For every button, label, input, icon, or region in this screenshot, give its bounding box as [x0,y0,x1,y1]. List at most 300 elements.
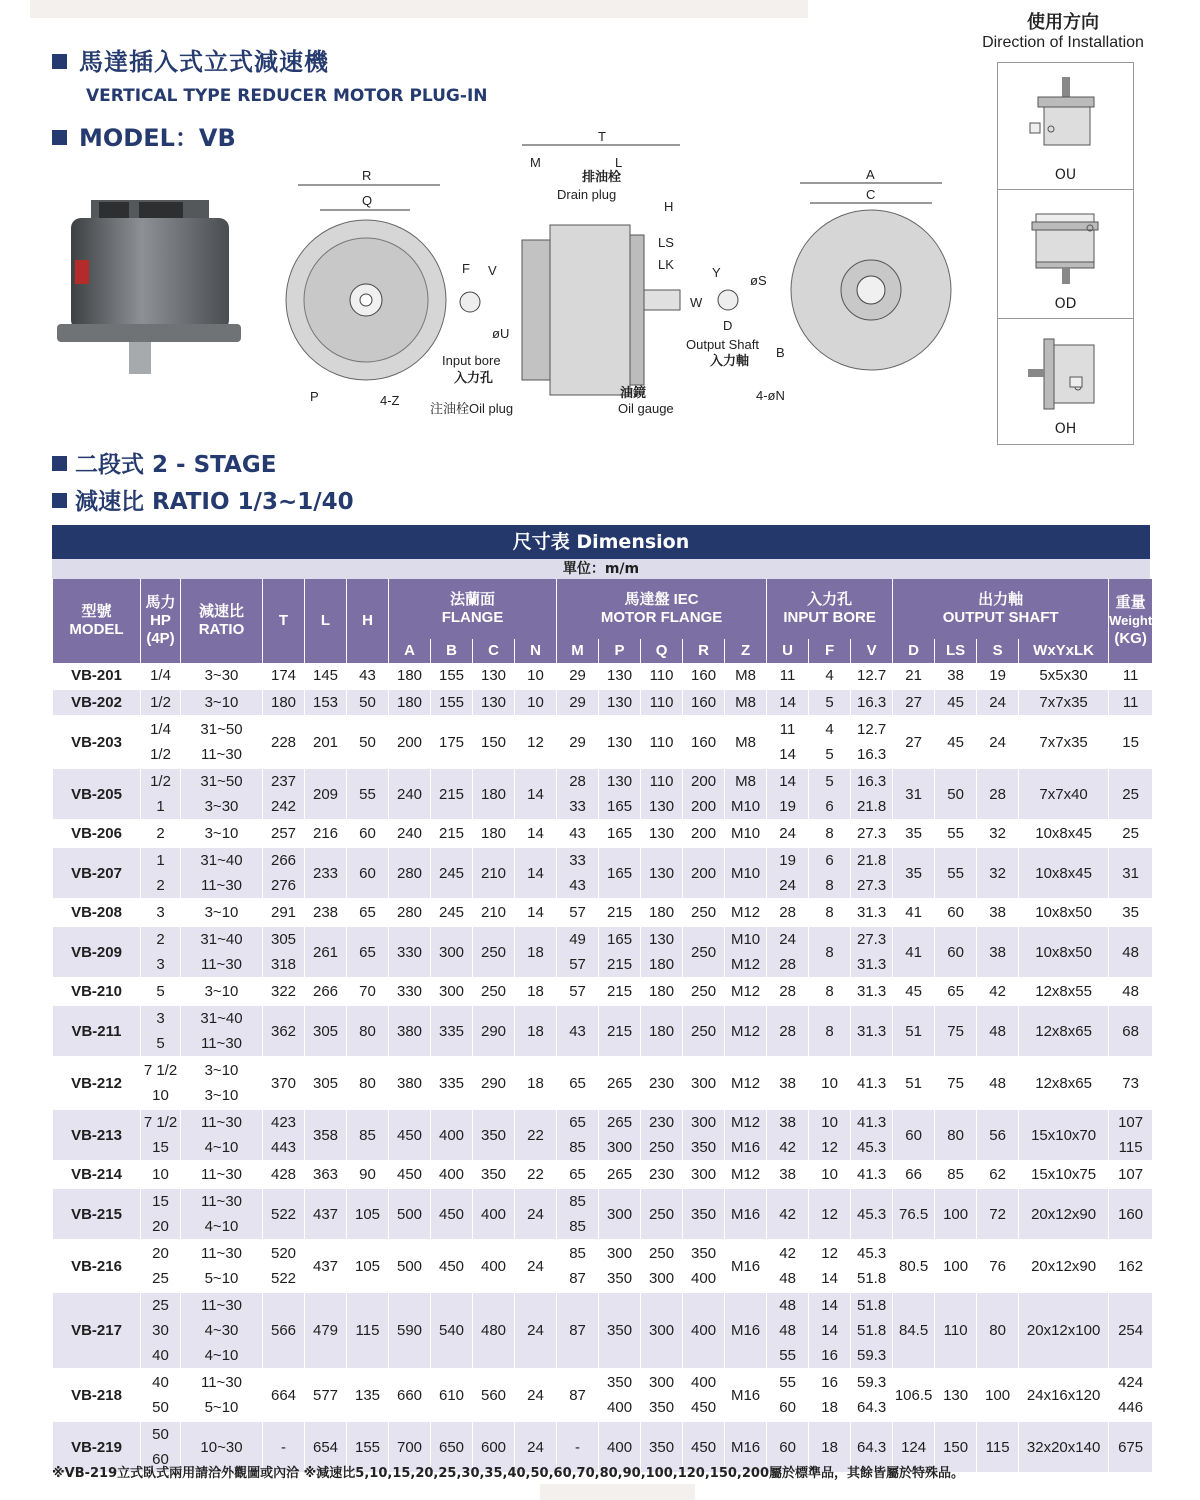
cell-s [977,1421,1019,1473]
cell-line: 45.3 [856,1139,887,1156]
label-S: øS [750,273,767,288]
top-strip [30,0,808,18]
cell-line: 8 [825,983,834,1000]
cell-kg [1109,689,1153,716]
cell-hp [141,1005,181,1057]
cell-line: 11~30 [200,1374,242,1391]
cell-model: VB-203 [53,716,141,768]
cell-line: 124 [901,1438,927,1456]
cell-v [851,1057,893,1109]
cell-line: 24 [527,1205,544,1223]
subcol-r: R [683,639,725,663]
stage-heading: 二段式 2 - STAGE [52,446,276,479]
cell-line: 261 [312,943,339,961]
cell-line: 577 [312,1386,339,1404]
cell-model: VB-217 [53,1292,141,1369]
cell-hp [141,1188,181,1240]
cell-model: VB-214 [53,1161,141,1188]
label-M: M [530,155,541,170]
cell-line: 363 [312,1166,339,1183]
cell-line: 24 [989,694,1006,711]
cell-line: 12x8x65 [1035,1074,1092,1092]
cell-line: 165 [607,864,633,882]
cell-line: 10x8x45 [1035,825,1092,842]
cell-t [263,1109,305,1161]
cell-c [473,1188,515,1240]
cell-v [851,768,893,820]
cell-line: 428 [270,1166,297,1183]
cell-line: 250 [649,1139,675,1156]
cell-p [599,1057,641,1109]
cell-line: 7x7x40 [1039,785,1088,803]
cell-u [767,663,809,689]
cell-line: M8 [735,667,756,684]
subcol-c: C [473,639,515,663]
cell-line: 64.3 [856,1438,887,1456]
cell-m [557,1188,599,1240]
cell-a [389,926,431,978]
cell-line: 230 [649,1114,675,1131]
cell-hp [141,1369,181,1421]
cell-n [515,1292,557,1369]
cell-line: 12.7 [856,721,887,738]
cell-n [515,1161,557,1188]
cell-hp [141,663,181,689]
cell-line: 5~10 [204,1399,239,1416]
cell-f [809,1057,851,1109]
cell-line: 180 [649,983,675,1000]
cell-hp [141,847,181,899]
cell-line: 110 [649,773,674,790]
cell-d [893,768,935,820]
cell-ratio [181,689,263,716]
cell-line: 250 [691,943,717,961]
cell-ls [935,1369,977,1421]
cell-wylk [1019,1161,1109,1188]
cell-r [683,1109,725,1161]
cell-line: 11 [1122,694,1139,711]
cell-l [305,978,347,1005]
col-model: 型號 MODEL [53,579,141,663]
cell-z [725,1240,767,1292]
cell-line: 45.3 [856,1245,887,1262]
cell-line: 200 [396,733,423,751]
cell-line: 24 [527,1257,544,1275]
cell-l [305,1240,347,1292]
cell-line: 245 [438,864,465,882]
cell-line: 110 [649,733,674,751]
cell-b [431,1161,473,1188]
col-motor-flange: 馬達盤 IEC MOTOR FLANGE [557,579,767,639]
cell-n [515,1005,557,1057]
cell-h [347,1161,389,1188]
cell-line: 62 [989,1166,1006,1183]
cell-line: 400 [438,1126,465,1144]
cell-line: 362 [270,1022,297,1040]
cell-line: 38 [989,904,1006,921]
cell-c [473,768,515,820]
footnote: ※VB-219立式臥式兩用請洽外觀圖或內洽 ※減速比5,10,15,20,25,30,35,40,50,60,70,80,90,100,120,150,200屬於標準品，其餘皆屬於特殊品。 [52,1466,965,1481]
cell-line: 43 [569,1022,586,1040]
cell-d [893,926,935,978]
table-row [53,1188,1153,1240]
cell-h [347,1188,389,1240]
cell-ratio [181,1057,263,1109]
cell-line: 10 [821,1166,838,1183]
table-row [53,1109,1153,1161]
cell-line: 38 [779,1166,796,1183]
cell-ls [935,926,977,978]
cell-line: 300 [691,1074,717,1092]
cell-line: 600 [480,1438,507,1456]
cell-line: 14 [527,825,544,842]
cell-line: M12 [730,1166,761,1183]
cell-line: 300 [607,1245,633,1262]
cell-line: 240 [396,785,423,803]
cell-t [263,1188,305,1240]
cell-p [599,1240,641,1292]
cell-line: 130 [649,798,675,815]
cell-f [809,663,851,689]
cell-line: M8 [735,773,756,790]
cell-line: 65 [569,1074,586,1092]
cell-m [557,1240,599,1292]
cell-m [557,1369,599,1421]
cell-line: 75 [947,1022,964,1040]
cell-line: 322 [270,983,297,1000]
cell-wylk [1019,1109,1109,1161]
cell-line: 42 [779,1245,796,1262]
cell-v [851,1369,893,1421]
cell-line: 29 [569,694,586,711]
cell-line: 21.8 [856,852,887,869]
cell-l [305,1005,347,1057]
cell-b [431,820,473,847]
cell-p [599,1161,641,1188]
cell-l [305,899,347,926]
gearbox-photo [53,190,243,375]
cell-ratio [181,1240,263,1292]
cell-line: 27.3 [856,825,887,842]
cell-a [389,820,431,847]
cell-line: 1 [156,798,165,815]
cell-d [893,899,935,926]
cell-line: 60 [779,1438,796,1456]
cell-t [263,1369,305,1421]
cell-line: 50 [359,733,376,751]
cell-line: M16 [730,1438,761,1456]
cell-wylk [1019,1421,1109,1473]
cell-line: 180 [396,694,423,711]
cell-line: 130 [649,825,675,842]
cell-line: 150 [943,1438,969,1456]
cell-line: 32 [989,864,1006,882]
cell-line: 16 [821,1374,838,1391]
cell-q [641,663,683,689]
dimension-diagram [270,125,990,425]
cell-line: 65 [947,983,964,1000]
cell-line: 38 [779,1114,796,1131]
cell-line: 250 [691,904,717,921]
cell-line: 450 [691,1438,717,1456]
cell-line: 8 [825,904,834,921]
cell-r [683,978,725,1005]
cell-d [893,1057,935,1109]
cell-line: 31~40 [200,1010,243,1027]
cell-r [683,1005,725,1057]
cell-line: 350 [607,1374,633,1391]
table-row [53,820,1153,847]
cell-line: 20x12x100 [1026,1322,1101,1339]
cell-line: - [281,1438,286,1456]
cell-line: 209 [312,785,339,803]
subcol-n: N [515,639,557,663]
cell-l [305,1292,347,1369]
col-H: H [347,579,389,663]
cell-a [389,768,431,820]
cell-line: 11~30 [200,746,242,763]
cell-r [683,1161,725,1188]
cell-q [641,1109,683,1161]
cell-n [515,847,557,899]
cell-line: 180 [649,956,675,973]
cell-line: 350 [691,1205,717,1223]
cell-line: 28 [779,983,796,1000]
cell-q [641,1292,683,1369]
cell-line: 38 [779,1074,796,1092]
cell-line: 35 [1122,904,1139,921]
cell-line: 240 [396,825,423,842]
cell-line: 11~30 [200,1166,242,1183]
cell-h [347,716,389,768]
cell-line: 48 [989,1074,1006,1092]
cell-line: 14 [821,1297,838,1314]
cell-kg [1109,716,1153,768]
cell-t [263,1005,305,1057]
cell-line: 305 [312,1074,339,1092]
cell-s [977,1240,1019,1292]
cell-l [305,716,347,768]
cell-u [767,689,809,716]
cell-r [683,663,725,689]
cell-ls [935,768,977,820]
cell-line: 330 [396,943,423,961]
cell-line: 15 [152,1193,169,1210]
cell-p [599,1369,641,1421]
cell-line: 175 [438,733,465,751]
cell-q [641,1057,683,1109]
cell-line: 1/4 [150,667,171,684]
cell-p [599,1292,641,1369]
cell-line: 45.3 [856,1205,887,1223]
cell-m [557,1161,599,1188]
cell-line: 45 [905,983,922,1000]
col-ratio: 減速比 RATIO [181,579,263,663]
cell-line: 400 [480,1205,507,1223]
cell-line: 250 [649,1205,675,1223]
cell-line: 305 [312,1022,339,1040]
cell-a [389,1057,431,1109]
cell-line: 610 [438,1386,465,1404]
cell-a [389,1161,431,1188]
label-output-en: Output Shaft [686,337,759,352]
cell-line: 450 [396,1166,423,1183]
cell-line: 87 [569,1270,586,1287]
cell-z [725,820,767,847]
cell-ls [935,1057,977,1109]
cell-line: 2 [156,877,165,894]
cell-line: 41 [905,943,922,961]
cell-l [305,1161,347,1188]
cell-r [683,899,725,926]
cell-line: 43 [569,877,586,894]
cell-line: 45 [947,733,964,751]
cell-hp [141,1240,181,1292]
cell-line: M12 [730,983,761,1000]
cell-line: 31~50 [200,773,243,790]
cell-m [557,847,599,899]
cell-line: 1/2 [150,694,171,711]
cell-m [557,899,599,926]
cell-model: VB-202 [53,689,141,716]
cell-line: 215 [607,1022,633,1040]
cell-line: 24 [527,1438,544,1456]
cell-line: 16.3 [856,694,887,711]
cell-t [263,1240,305,1292]
cell-line: 237 [270,773,297,790]
cell-line: 3~10 [204,904,239,921]
table-row [53,1161,1153,1188]
cell-wylk [1019,689,1109,716]
cell-wylk [1019,663,1109,689]
cell-n [515,1369,557,1421]
label-R: R [362,168,372,183]
cell-line: 400 [691,1270,717,1287]
table-row [53,978,1153,1005]
cell-d [893,716,935,768]
cell-line: 3~10 [204,1062,239,1079]
cell-line: 27 [905,733,922,751]
cell-ratio [181,978,263,1005]
cell-line: 22 [527,1126,544,1144]
cell-line: 19 [779,852,796,869]
cell-line: 180 [480,825,507,842]
cell-line: 27 [905,694,922,711]
cell-z [725,663,767,689]
cell-model: VB-215 [53,1188,141,1240]
cell-s [977,899,1019,926]
cell-v [851,663,893,689]
cell-line: 65 [569,1166,586,1183]
cell-f [809,716,851,768]
cell-m [557,978,599,1005]
cell-r [683,768,725,820]
cell-line: 35 [905,825,922,842]
cell-line: 10 [527,694,544,711]
cell-line: 280 [396,904,423,921]
cell-l [305,1057,347,1109]
cell-r [683,1369,725,1421]
cell-d [893,689,935,716]
cell-line: M16 [730,1386,761,1404]
cell-c [473,1369,515,1421]
cell-l [305,847,347,899]
cell-line: 305 [270,931,297,948]
cell-z [725,1161,767,1188]
cell-line: 160 [1118,1205,1144,1223]
cell-line: 15x10x70 [1031,1126,1097,1144]
cell-line: 87 [569,1322,586,1339]
cell-l [305,926,347,978]
cell-ratio [181,1188,263,1240]
cell-model: VB-218 [53,1369,141,1421]
cell-line: 43 [569,825,586,842]
cell-line: 110 [649,694,674,711]
cell-line: 50 [152,1399,169,1416]
subcol-z: Z [725,639,767,663]
cell-line: 3 [156,1010,165,1027]
cell-line: 6 [825,852,834,869]
cell-line: 400 [607,1438,633,1456]
cell-t [263,768,305,820]
cell-d [893,847,935,899]
label-V: V [488,263,497,278]
cell-u [767,1369,809,1421]
cell-line: 10~30 [200,1438,243,1456]
cell-line: 48 [779,1270,796,1287]
cell-line: 16 [821,1347,838,1364]
cell-s [977,1369,1019,1421]
ratio-heading: 減速比 RATIO 1/3~1/40 [52,483,354,516]
cell-u [767,820,809,847]
cell-b [431,899,473,926]
cell-wylk [1019,978,1109,1005]
cell-ratio [181,768,263,820]
cell-h [347,899,389,926]
cell-line: 32 [989,825,1006,842]
cell-kg [1109,1188,1153,1240]
cell-n [515,1057,557,1109]
cell-kg [1109,1240,1153,1292]
cell-line: 11~30 [200,1245,242,1262]
cell-line: 84.5 [898,1322,929,1339]
subcol-v: V [851,639,893,663]
cell-line: 423 [270,1114,297,1131]
cell-line: 43 [359,667,376,684]
cell-line: 68 [1122,1022,1139,1040]
cell-v [851,820,893,847]
cell-line: 59.3 [856,1347,887,1364]
cell-u [767,1005,809,1057]
table-row [53,663,1153,689]
cell-line: 56 [989,1126,1006,1144]
cell-a [389,663,431,689]
cell-line: 10 [821,1074,838,1092]
cell-line: 520 [270,1245,297,1262]
cell-b [431,1292,473,1369]
cell-wylk [1019,899,1109,926]
cell-ls [935,716,977,768]
cell-kg [1109,926,1153,978]
table-row [53,847,1153,899]
cell-line: 29 [569,667,586,684]
cell-b [431,689,473,716]
cell-m [557,820,599,847]
label-W: W [690,295,703,310]
cell-v [851,1240,893,1292]
cell-v [851,847,893,899]
cell-l [305,820,347,847]
